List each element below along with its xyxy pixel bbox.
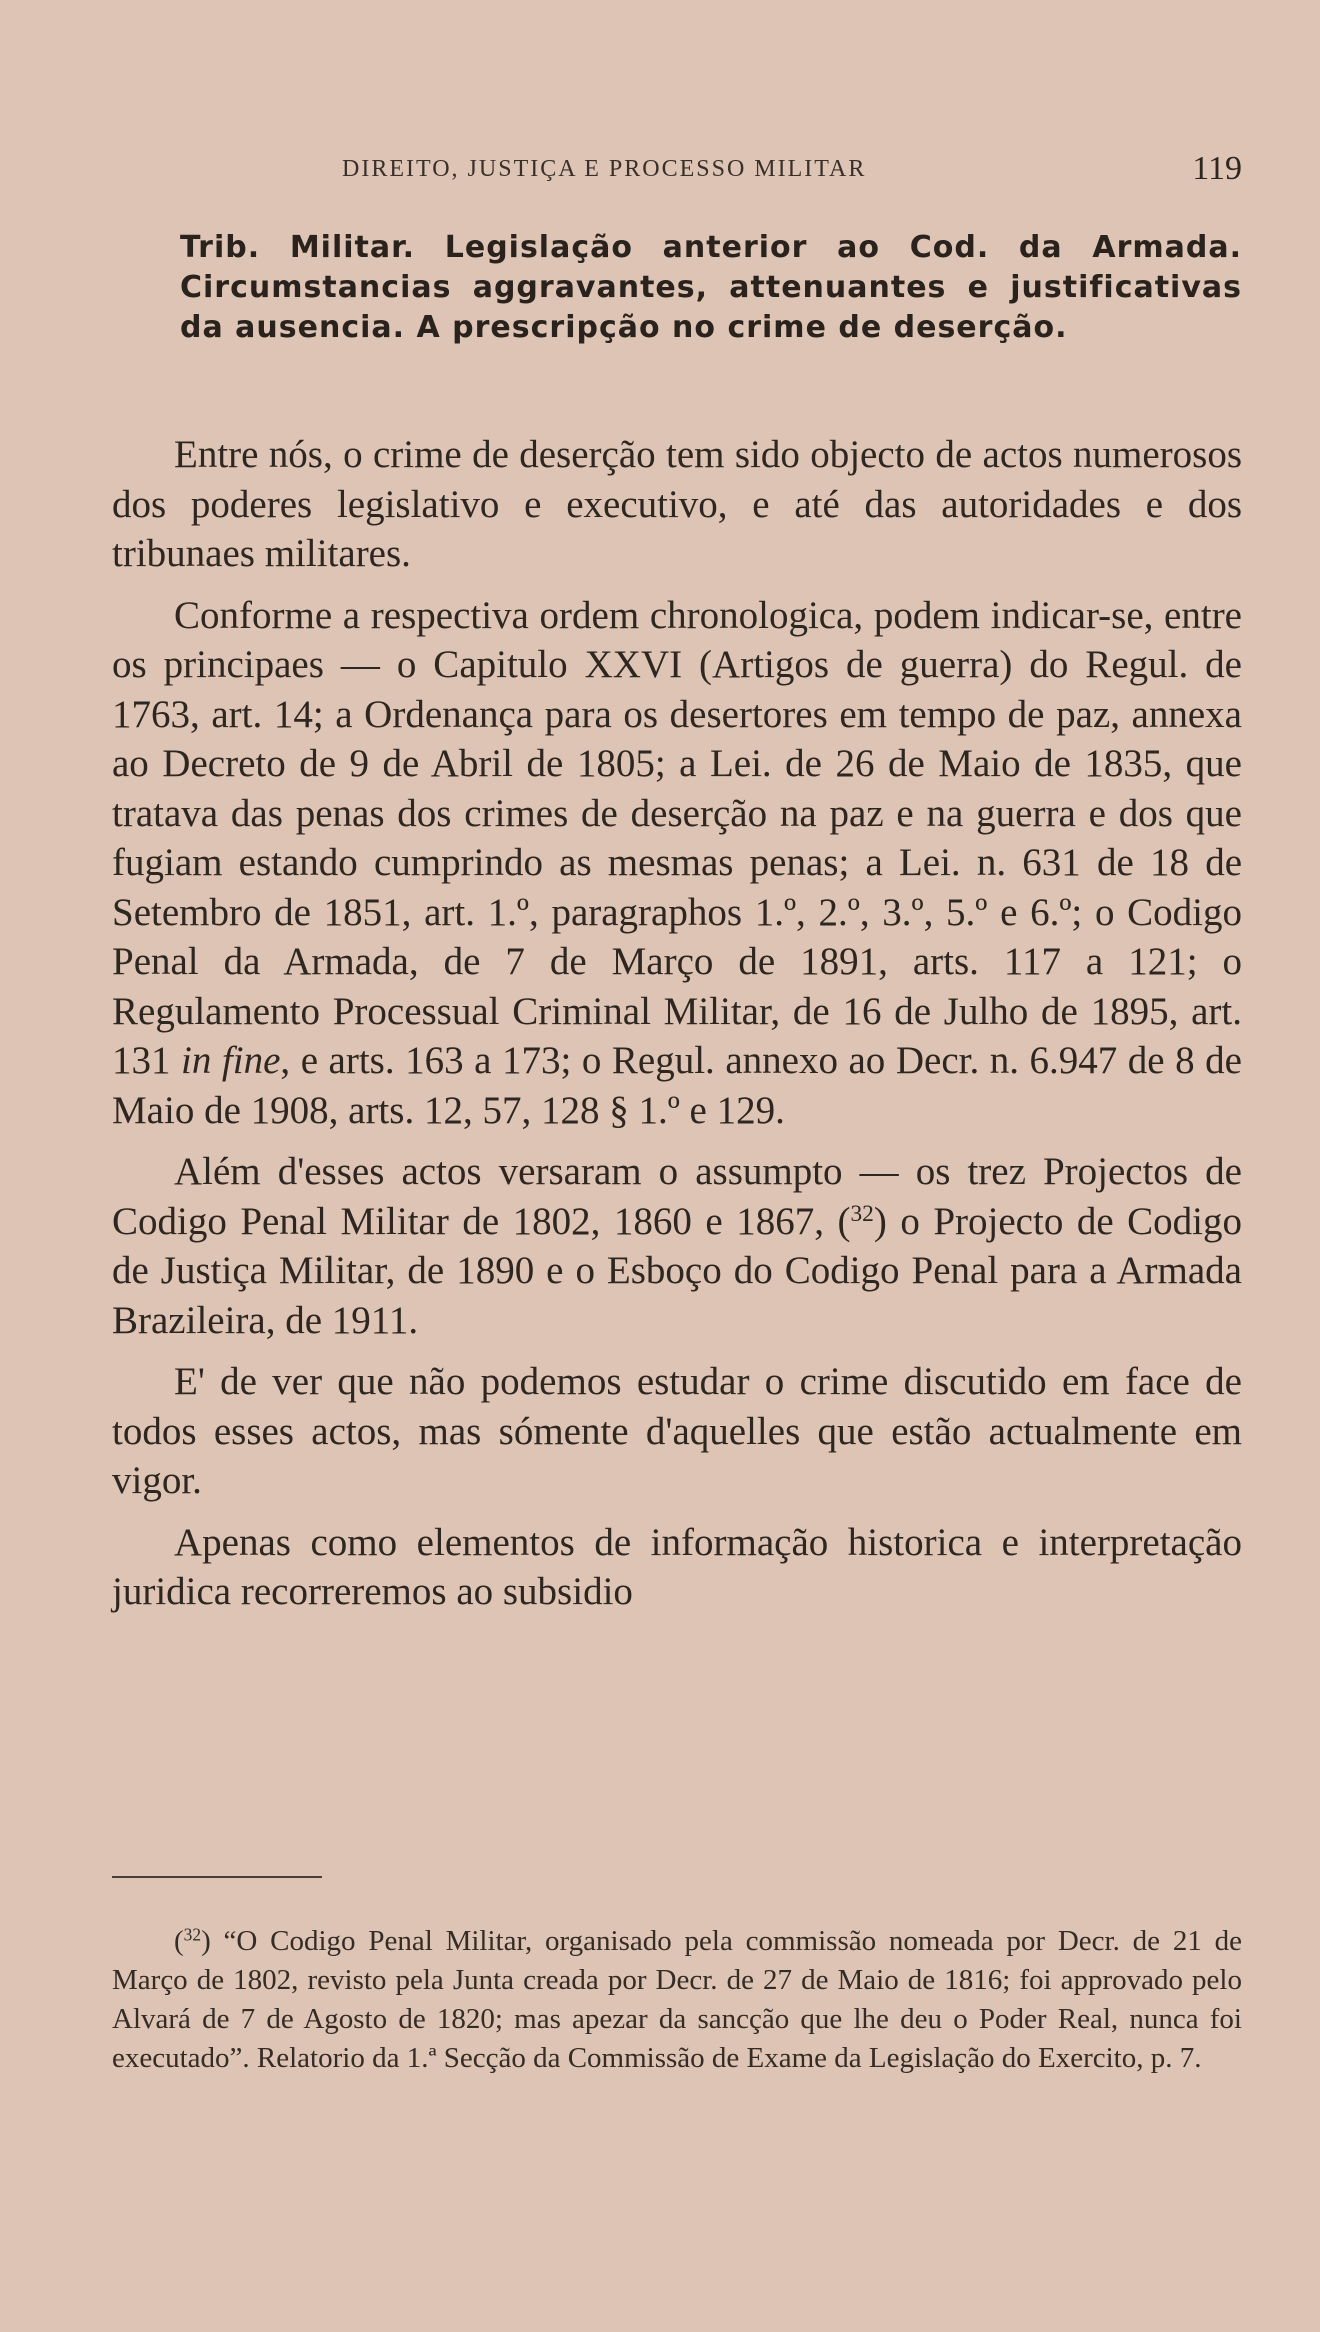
paragraph-3-text-a: Além d'esses actos versaram o assumpto — os trez Projectos de Codigo Penal Militar de 1802, 1860 e 1867, ( [112,1150,1242,1243]
section-summary: Trib. Militar. Legislação anterior ao Cod. da Armada. Circumstancias aggravantes, attenuantes e justificativas da ausencia. A prescripção no crime de deserção. [180,230,1242,345]
footnote-text: “O Codigo Penal Militar, organisado pela commissão nomeada por Decr. de 21 de Março de 1802, revisto pela Junta creada por Decr. de 27 de Maio de 1816; foi approvado pelo Alvará de 7 de Agosto de 1820; mas apezar da sancção que lhe deu o Poder Real, nunca foi executado”. Relatorio da 1.ª Secção da Commissão de Exame da Legislação do Exercito, p. 7. [112,1925,1242,2074]
footnote-32 [112,1922,1242,2078]
italic-in-fine: in fine [181,1039,281,1082]
paragraph-2-text-a: Conforme a respectiva ordem chronologica, podem indicar-se, entre os principaes — o Capitulo XXVI (Artigos de guerra) do Regul. de 1763, art. 14; a Ordenança para os desertores em tempo de paz, annexa ao Decreto de 9 de Abril de 1805; a Lei. de 26 de Maio de 1835, que tratava das penas dos crimes de deserção na paz e na guerra e dos que fugiam estando cumprindo as mesmas penas; a Lei. n. 631 de 18 de Setembro de 1851, art. 1.º, paragraphos 1.º, 2.º, 3.º, 5.º e 6.º; o Codigo Penal da Armada, de 7 de Março de 1891, arts. 117 a 121; o Regulamento Processual Criminal Militar, de 16 de Julho de 1895, art. 131 [112,593,1242,1082]
paragraph-1: Entre nós, o crime de deserção tem sido objecto de actos numerosos dos poderes legislativo e executivo, e até das autoridades e dos tribunaes militares. [112,433,1242,575]
paragraph-3-text-b: ) o Projecto de Codigo de Justiça Militar, de 1890 e o Esboço do Codigo Penal para a Armada Brazileira, de 1911. [112,1199,1242,1342]
paragraph-5: Apenas como elementos de informação historica e interpretação juridica recorreremos ao subsidio [112,1520,1242,1613]
paragraph-2-text-b: , e arts. 163 a 173; o Regul. annexo ao Decr. n. 6.947 de 8 de Maio de 1908, arts. 12, 57, 128 § 1.º e 129. [112,1039,1242,1132]
page-number: 119 [1192,150,1242,187]
footnote-close-paren: ) [201,1925,211,1957]
running-header [112,150,1242,190]
footnote-number: 32 [183,1924,202,1945]
footnote-reference[interactable]: 32 [850,1200,874,1227]
body-text [112,430,1242,1629]
paragraph-4: E' de ver que não podemos estudar o crime discutido em face de todos esses actos, mas sómente d'aquelles que estão actualmente em vigor. [112,1360,1242,1502]
running-title: DIREITO, JUSTIÇA E PROCESSO MILITAR [342,156,867,182]
footnote-open-paren: ( [174,1925,184,1957]
page-content [112,0,1242,2332]
footnote-divider [112,1876,322,1878]
paragraph-2 [112,591,1242,1136]
paragraph-3 [112,1147,1242,1345]
